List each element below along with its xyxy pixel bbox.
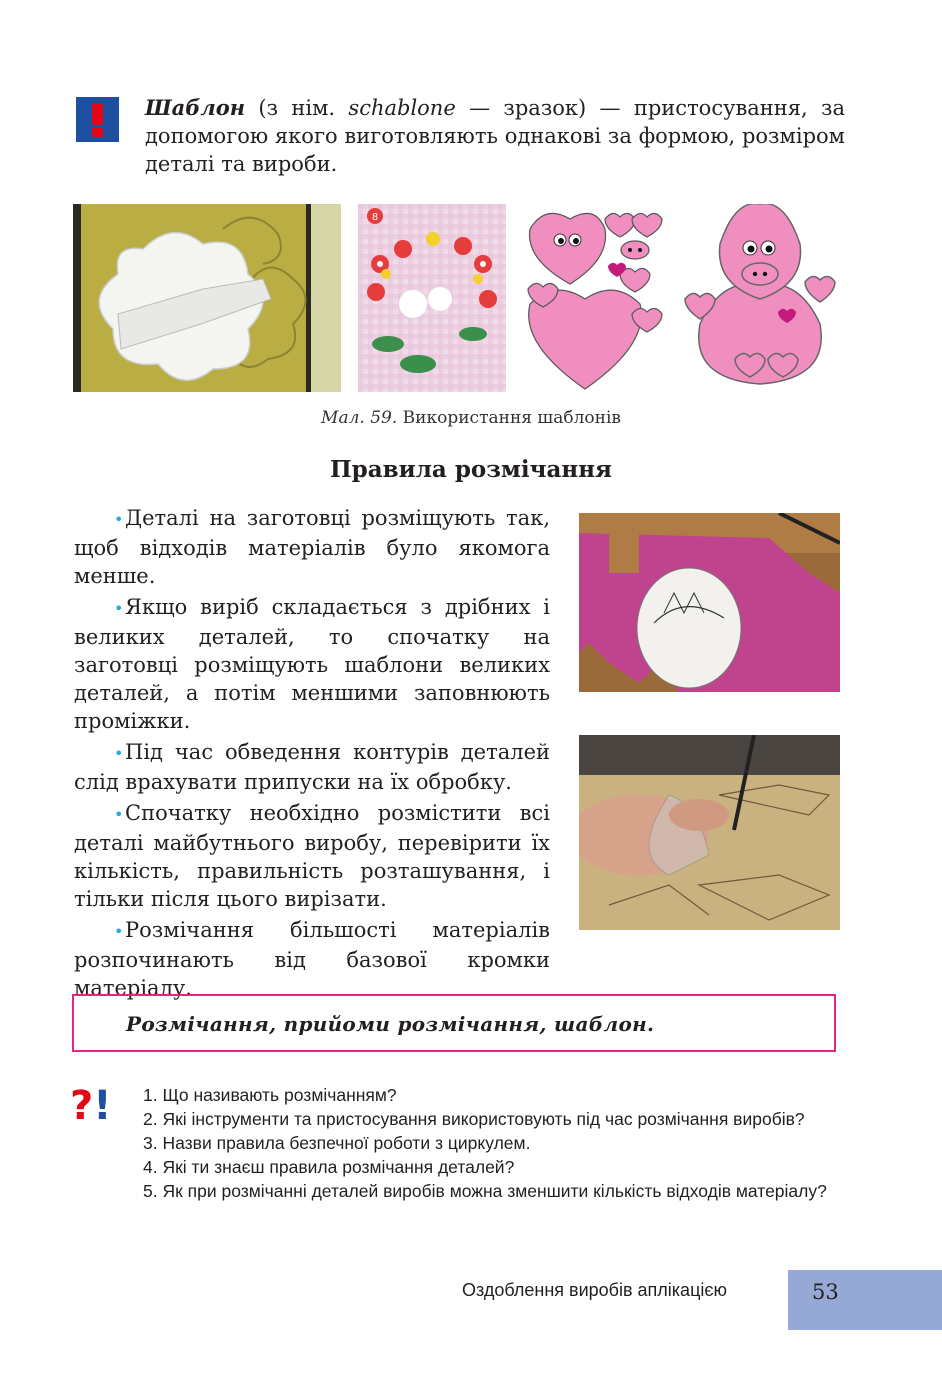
photo-pig-applique	[680, 204, 840, 392]
figure-badge-number: 8	[371, 212, 379, 223]
question-item: 3. Назви правила безпечної роботи з циркулем.	[143, 1133, 531, 1153]
photo-flower-template	[73, 204, 341, 392]
photo-pig-template-parts	[520, 204, 668, 392]
photo-felt-marking	[579, 513, 840, 692]
keywords-text: Розмічання, прийоми розмічання, шаблон.	[126, 1012, 655, 1036]
photo-flower-applique	[358, 204, 506, 392]
page-number: 53	[812, 1280, 839, 1304]
chapter-title: Оздоблення виробів аплікацією	[462, 1280, 728, 1300]
definition-text: Шаблон (з нім. schablone — зразок) — пристосування, за допомогою якого виготовляють однакові за формою, розміром деталі та вироби.	[145, 95, 845, 176]
rules-list	[74, 504, 550, 1005]
question-exclamation-icon: ?!	[70, 1083, 112, 1129]
rule-item: • Деталі на заготовці розміщують так, щоб відходів матеріалів було якомога менше.	[74, 506, 550, 588]
rule-item: • Під час обведення контурів деталей слід врахувати припуски на їх обробку.	[74, 740, 550, 794]
section-title: Правила розмічання	[329, 456, 613, 483]
question-item: 2. Які інструменти та пристосування використовують під час розмічання виробів?	[143, 1109, 805, 1129]
rule-item: • Розмічання більшості матеріалів розпочинають від базової кромки матеріалу.	[74, 918, 550, 1000]
question-item: 4. Які ти знаєш правила розмічання деталей?	[143, 1157, 515, 1177]
question-item: 5. Як при розмічанні деталей виробів можна зменшити кількість відходів матеріалу?	[143, 1181, 827, 1201]
exclamation-icon	[76, 97, 119, 142]
question-item: 1. Що називають розмічанням?	[143, 1085, 397, 1105]
definition-term: Шаблон	[145, 95, 246, 120]
origin-word: schablone	[348, 96, 456, 120]
rule-item: • Спочатку необхідно розмістити всі деталі майбутнього виробу, перевірити їх кількість, правильність розташування, і тільки після цього вирізати.	[74, 801, 550, 911]
figure-caption: Мал. 59. Використання шаблонів	[321, 408, 621, 428]
rule-item: • Якщо виріб складається з дрібних і великих деталей, то спочатку на заготовці розміщують шаблони великих деталей, а потім меншими заповнюють проміжки.	[74, 595, 550, 733]
questions-list	[143, 1083, 843, 1203]
photo-hand-tracing-template	[579, 735, 840, 930]
